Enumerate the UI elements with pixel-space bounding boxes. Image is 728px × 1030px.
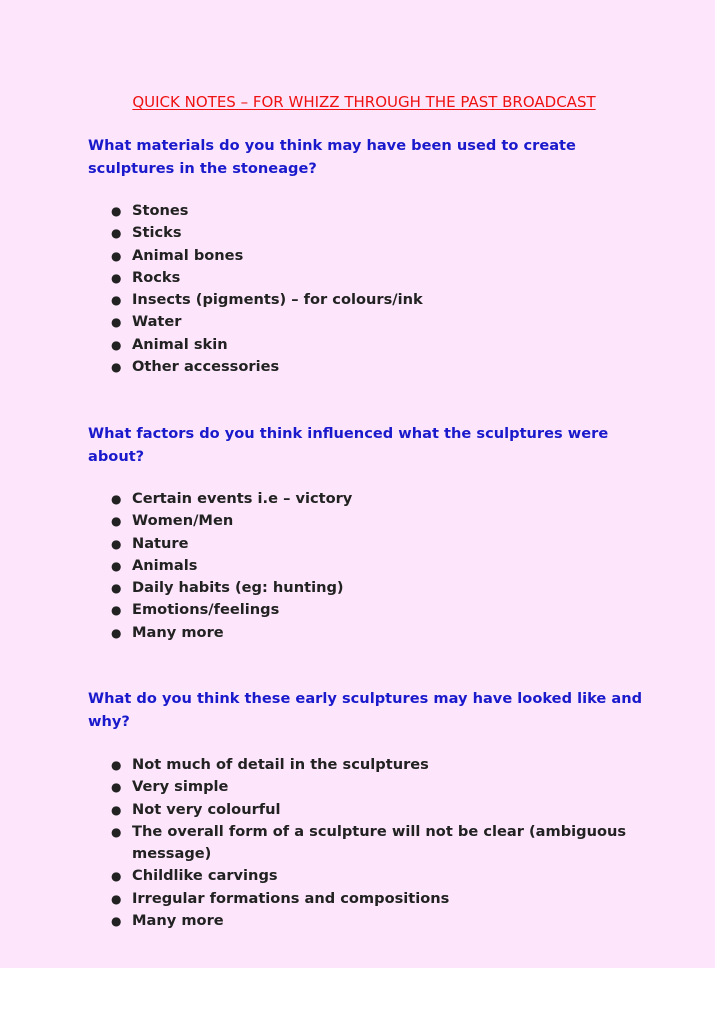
list-item: ● Animals: [88, 555, 648, 577]
list-item: ● Many more: [88, 910, 648, 932]
bullet-icon: ●: [111, 581, 122, 596]
list-item: ● Nature: [88, 533, 648, 555]
bullet-icon: ●: [111, 248, 122, 263]
question-2: What factors do you think influenced what the sculptures were about?: [88, 425, 609, 465]
list-item: ● The overall form of a sculpture will not be clear (ambiguous message): [111, 822, 627, 863]
bullet-icon: ●: [111, 337, 122, 352]
list-item: ● Certain events i.e – victory: [88, 488, 648, 510]
bullet-icon: ●: [111, 625, 122, 640]
bullet-icon: ●: [111, 360, 122, 375]
list-item: ● Animal bones: [88, 245, 648, 267]
bullet-icon: ●: [111, 780, 122, 795]
answer-list-1: [88, 200, 648, 378]
bullet-icon: ●: [111, 891, 122, 906]
list-item: ● Childlike carvings: [88, 865, 648, 887]
bullet-icon: ●: [111, 315, 122, 330]
list-item: ● Not very colourful: [88, 799, 648, 821]
list-item: ● Water: [88, 311, 648, 333]
bullet-icon: ●: [111, 492, 122, 506]
answer-list-2: [88, 488, 648, 644]
list-item: ● Other accessories: [88, 356, 648, 378]
list-item: ● Women/Men: [88, 510, 648, 532]
list-item: ● Sticks: [88, 222, 648, 244]
list-item: ● Very simple: [88, 776, 648, 798]
bullet-icon: ●: [111, 914, 122, 929]
list-item: ● Insects (pigments) – for colours/ink: [88, 289, 648, 311]
bullet-icon: ●: [111, 824, 122, 839]
bullet-icon: ●: [111, 758, 122, 772]
bullet-icon: ●: [111, 603, 122, 618]
bullet-icon: ●: [111, 558, 122, 573]
question-3: What do you think these early sculptures may have looked like and why?: [88, 690, 643, 730]
list-item: ● Many more: [88, 622, 648, 644]
document-title: QUICK NOTES – FOR WHIZZ THROUGH THE PAST BROADCAST: [132, 93, 596, 111]
question-1: What materials do you think may have been used to create sculptures in the stoneage?: [88, 137, 576, 177]
bullet-icon: ●: [111, 802, 122, 817]
list-item: ● Irregular formations and compositions: [88, 888, 648, 910]
answer-list-3: [88, 754, 648, 932]
list-item: ● Emotions/feelings: [88, 599, 648, 621]
bullet-icon: ●: [111, 293, 122, 308]
bullet-icon: ●: [111, 226, 122, 241]
list-item: ● Daily habits (eg: hunting): [88, 577, 648, 599]
bullet-icon: ●: [111, 204, 122, 218]
bullet-icon: ●: [111, 869, 122, 884]
bullet-icon: ●: [111, 514, 122, 529]
list-item: ● Rocks: [88, 267, 648, 289]
list-item: ● Stones: [88, 200, 648, 222]
bullet-icon: ●: [111, 270, 122, 285]
list-item: ● Not much of detail in the sculptures: [88, 754, 648, 776]
list-item: ● Animal skin: [88, 334, 648, 356]
bullet-icon: ●: [111, 536, 122, 551]
